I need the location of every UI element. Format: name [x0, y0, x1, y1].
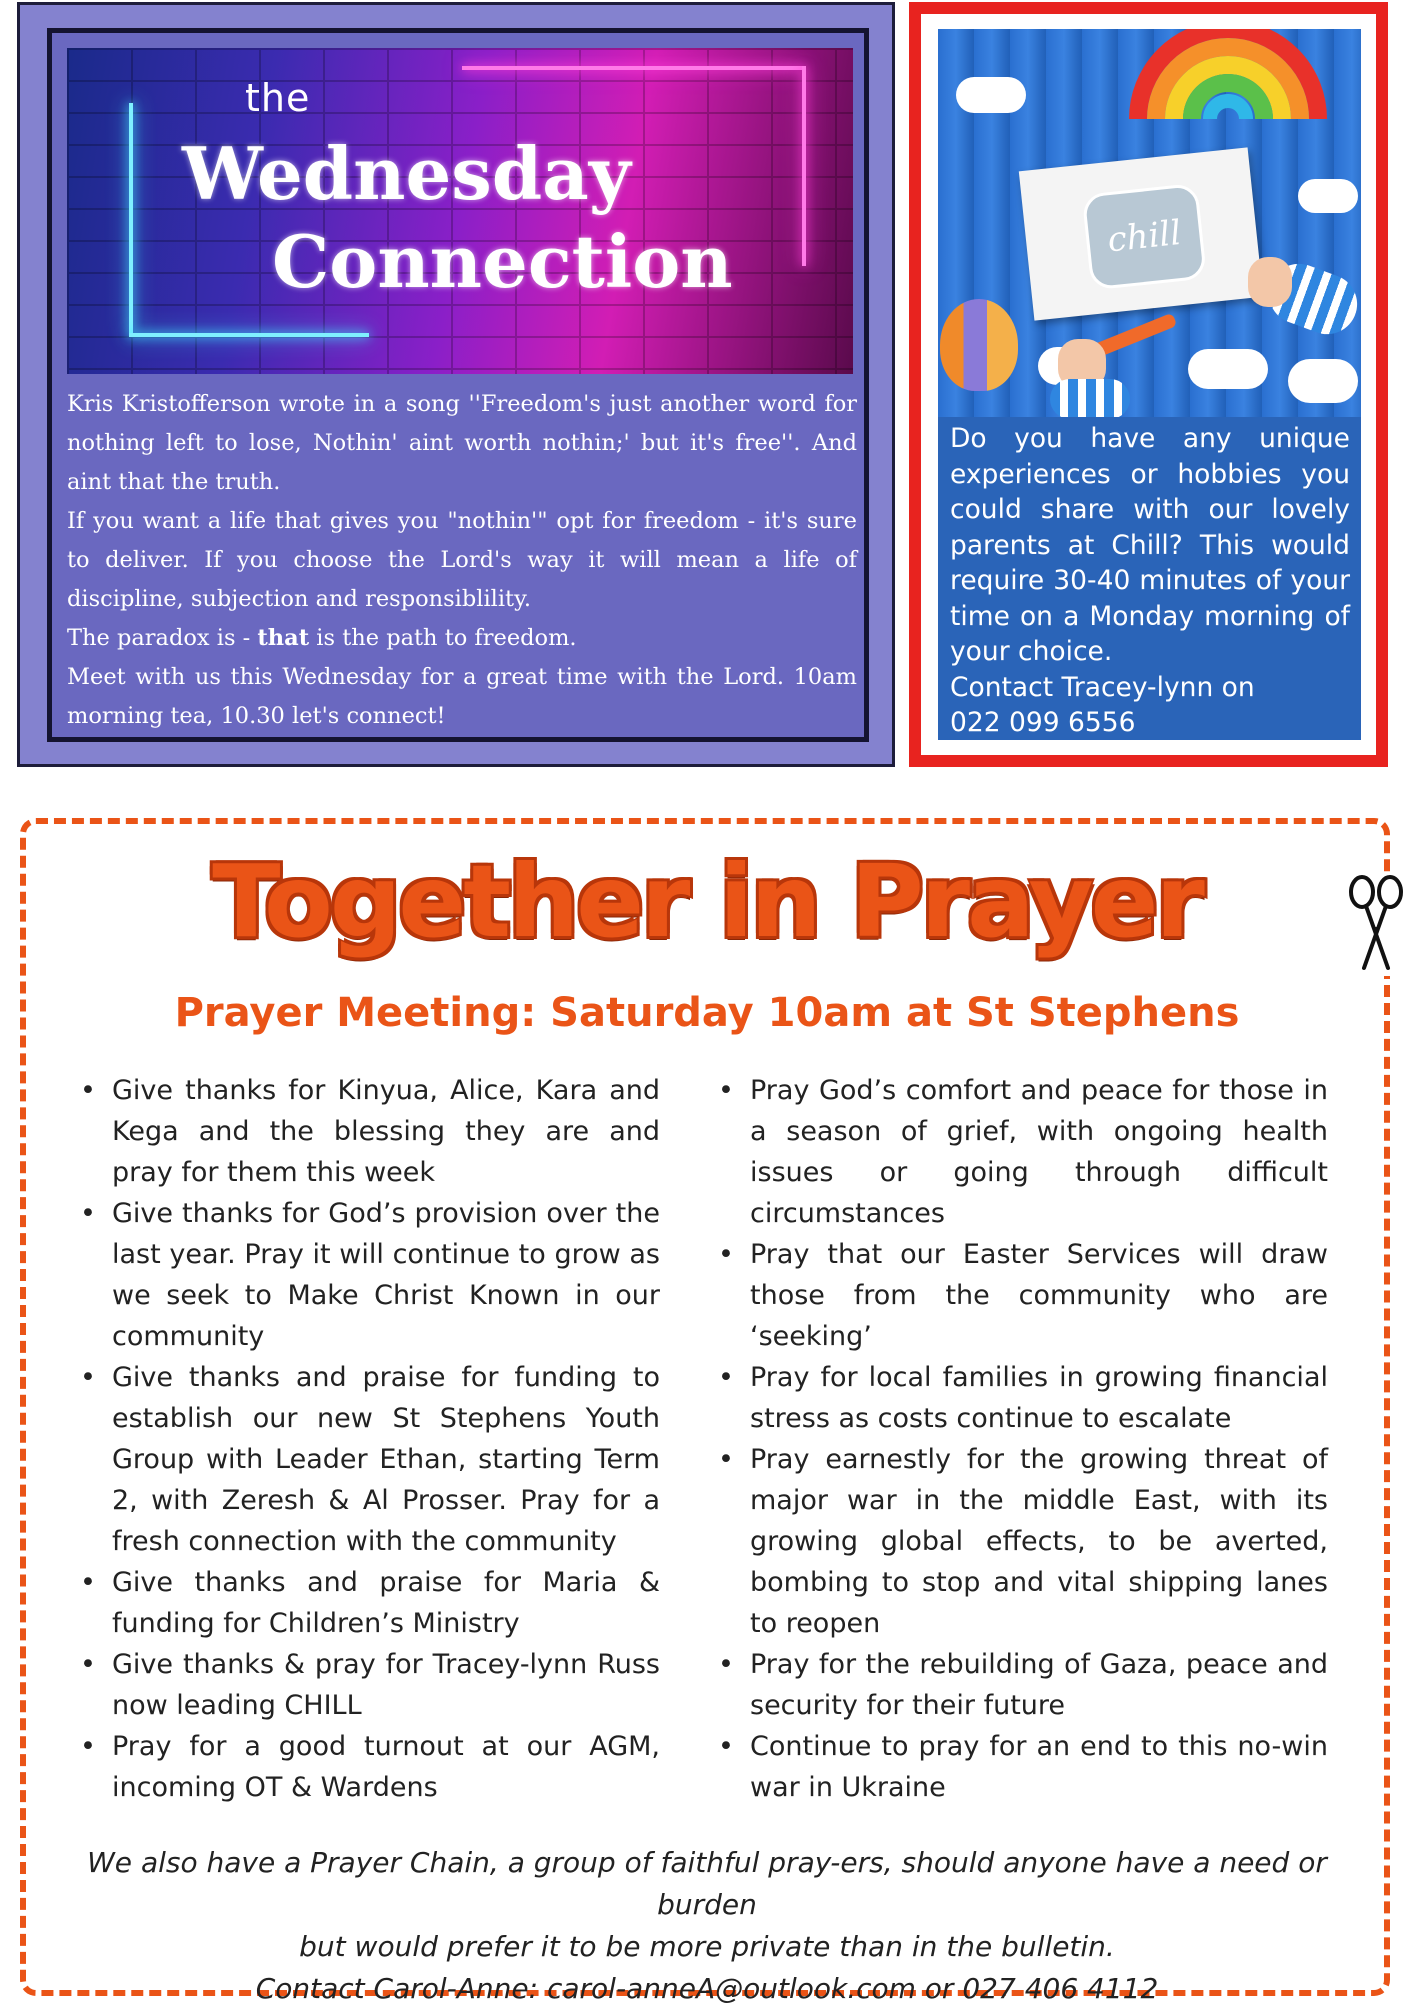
list-item [718, 1234, 1328, 1357]
wednesday-connection-text [67, 385, 857, 736]
bullet-icon: • [80, 1362, 96, 1393]
list-item-text: Pray God’s comfort and peace for those in a season of grief, with ongoing health issues or going through difficult circumstances [750, 1075, 1328, 1229]
chill-text [950, 421, 1350, 741]
list-item-text: Give thanks & pray for Tracey-lynn Russ now leading CHILL [112, 1649, 660, 1721]
prayer-title: Together in Prayer [212, 843, 1202, 960]
list-item-text: Pray earnestly for the growing threat of major war in the middle East, with its growing global effects, to be averted, bombing to stop and vital shipping lanes to reopen [750, 1444, 1328, 1639]
prayer-subtitle: Prayer Meeting: Saturday 10am at St Stephens [174, 990, 1240, 1036]
chill-card [1019, 147, 1263, 320]
bullet-icon: • [80, 1198, 96, 1229]
wednesday-paragraph-4: Meet with us this Wednesday for a great time with the Lord. 10am morning tea, 10.30 let's connect! [67, 664, 857, 729]
prayer-list-left [80, 1070, 660, 1808]
bullet-icon: • [718, 1649, 734, 1680]
bullet-icon: • [718, 1444, 734, 1475]
bullet-icon: • [80, 1567, 96, 1598]
list-item [80, 1644, 660, 1726]
list-item-text: Pray for the rebuilding of Gaza, peace and security for their future [750, 1649, 1328, 1721]
bullet-icon: • [80, 1075, 96, 1106]
bullet-icon: • [80, 1731, 96, 1762]
bullet-icon: • [718, 1239, 734, 1270]
chill-contact-phone: 022 099 6556 [950, 707, 1136, 738]
list-item [80, 1357, 660, 1562]
list-item-text: Pray that our Easter Services will draw those from the community who are ‘seeking’ [750, 1239, 1328, 1352]
child-arm [1050, 379, 1130, 417]
paradox-prefix: The paradox is - [67, 625, 258, 651]
wednesday-paragraph-1: Kris Kristofferson wrote in a song ''Freedom's just another word for nothing left to lose, Nothin' aint worth nothin;' but it's free''. And aint that the truth. [67, 391, 857, 495]
list-item [80, 1193, 660, 1357]
wednesday-connection-inner [47, 28, 869, 742]
list-item-text: Give thanks for Kinyua, Alice, Kara and Kega and the blessing they are and pray for them this week [112, 1075, 660, 1188]
neon-line-bottom [129, 333, 369, 337]
footer-line-1: We also have a Prayer Chain, a group of faithful pray-ers, should anyone have a need or burden [87, 1846, 1327, 1921]
cloud-icon [1298, 179, 1358, 213]
cloud-icon [956, 77, 1026, 113]
bullet-icon: • [718, 1075, 734, 1106]
prayer-chain-footer [40, 1842, 1374, 2010]
chill-contact-line1: Contact Tracey-lynn on [950, 671, 1255, 703]
hot-air-balloon-icon [940, 299, 1018, 391]
list-item [718, 1357, 1328, 1439]
banner-title-line1: Wednesday [182, 131, 631, 216]
banner-small-title: the [245, 76, 311, 120]
list-item [80, 1726, 660, 1808]
chill-logo: chill [1082, 183, 1207, 291]
banner-title-line2: Connection [272, 219, 733, 304]
list-item-text: Pray for a good turnout at our AGM, incoming OT & Wardens [112, 1731, 660, 1803]
paradox-bold: that [257, 625, 310, 651]
list-item-text: Give thanks and praise for Maria & funding for Children’s Ministry [112, 1567, 660, 1639]
bullet-icon: • [80, 1649, 96, 1680]
list-item [80, 1562, 660, 1644]
footer-contact: Contact Carol-Anne: carol-anneA@outlook.com or 027 406 4112 [255, 1972, 1159, 2005]
chill-panel [909, 2, 1388, 767]
list-item-text: Give thanks and praise for funding to establish our new St Stephens Youth Group with Leader Ethan, starting Term 2, with Zeresh & Al Prosser. Pray for a fresh connection with the community [112, 1362, 660, 1557]
list-item-text: Give thanks for God’s provision over the last year. Pray it will continue to grow as we seek to Make Christ Known in our community [112, 1198, 660, 1352]
list-item [718, 1070, 1328, 1234]
chill-paragraph: Do you have any unique experiences or hobbies you could share with our lovely parents at Chill? This would require 30-40 minutes of your time on a Monday morning of your choice. [950, 423, 1350, 667]
chill-illustration [938, 29, 1361, 417]
child-hand [1248, 257, 1292, 307]
list-item [718, 1439, 1328, 1644]
neon-line-right [802, 66, 806, 266]
cloud-icon [1188, 349, 1268, 389]
neon-line-top [462, 66, 802, 70]
list-item [718, 1726, 1328, 1808]
list-item [718, 1644, 1328, 1726]
bullet-icon: • [718, 1731, 734, 1762]
cloud-icon [1288, 359, 1358, 403]
wednesday-paragraph-3 [67, 619, 857, 658]
list-item-text: Continue to pray for an end to this no-win war in Ukraine [750, 1731, 1328, 1803]
wednesday-connection-panel [17, 2, 895, 767]
prayer-list-right [718, 1070, 1328, 1808]
list-item [80, 1070, 660, 1193]
list-item-text: Pray for local families in growing financial stress as costs continue to escalate [750, 1362, 1328, 1434]
neon-line-left [129, 103, 133, 333]
bullet-icon: • [718, 1362, 734, 1393]
wednesday-connection-banner [67, 48, 853, 374]
paradox-suffix: is the path to freedom. [309, 625, 577, 651]
chill-inner [938, 29, 1361, 740]
footer-line-2: but would prefer it to be more private than in the bulletin. [299, 1930, 1115, 1963]
wednesday-paragraph-2: If you want a life that gives you "nothin'" opt for freedom - it's sure to deliver. If you choose the Lord's way it will mean a life of discipline, subjection and responsiblility. [67, 508, 857, 612]
